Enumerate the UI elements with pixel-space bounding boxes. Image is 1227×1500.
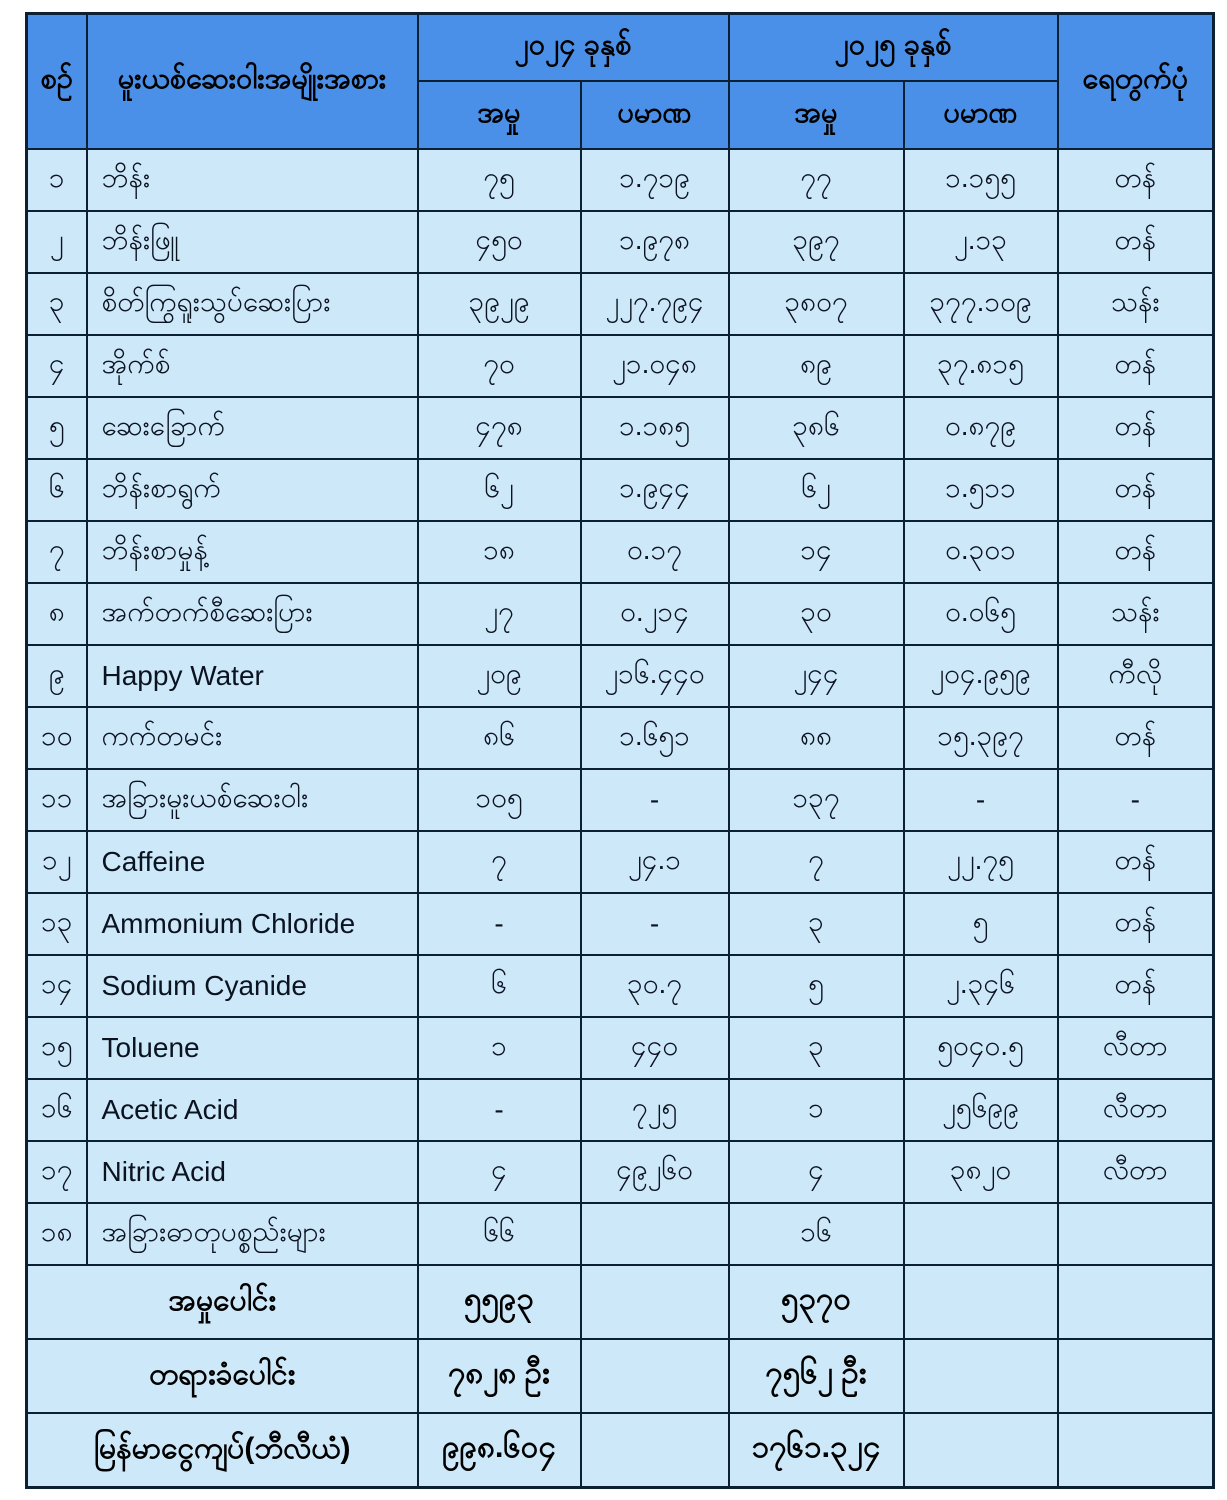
cell-cases-2025: ၃ xyxy=(729,1017,904,1079)
cell-serial-no: ၈ xyxy=(27,583,87,645)
cell-cases-2024: ၄ xyxy=(418,1141,581,1203)
cell-serial-no: ၁၈ xyxy=(27,1203,87,1265)
cell-unit: တန် xyxy=(1058,707,1214,769)
cell-cases-2025: ၂၄၄ xyxy=(729,645,904,707)
table-row xyxy=(27,831,1214,893)
cell-serial-no: ၁၇ xyxy=(27,1141,87,1203)
summary-row xyxy=(27,1413,1214,1488)
cell-drug-name: အက်တက်စီဆေးပြား xyxy=(87,583,418,645)
table-row xyxy=(27,1079,1214,1141)
cell-serial-no: ၁၄ xyxy=(27,955,87,1017)
cell-cases-2025: ၃၉၇ xyxy=(729,211,904,273)
cell-serial-no: ၁၂ xyxy=(27,831,87,893)
cell-quantity-2024: ၀.၂၁၄ xyxy=(581,583,729,645)
cell-quantity-2024: ၂၁.၀၄၈ xyxy=(581,335,729,397)
cell-cases-2024: ၄၅၀ xyxy=(418,211,581,273)
cell-quantity-2025: ၂.၁၃ xyxy=(904,211,1058,273)
cell-unit: တန် xyxy=(1058,521,1214,583)
cell-quantity-2025: ၅၀၄၀.၅ xyxy=(904,1017,1058,1079)
header-cases-2025: အမှု xyxy=(729,81,904,149)
cell-quantity-2025: ၁.၁၅၅ xyxy=(904,149,1058,211)
cell-unit xyxy=(1058,1203,1214,1265)
cell-cases-2024: ၆၆ xyxy=(418,1203,581,1265)
cell-serial-no: ၁၃ xyxy=(27,893,87,955)
table-row xyxy=(27,273,1214,335)
cell-quantity-2024 xyxy=(581,1203,729,1265)
cell-drug-name: အိုက်စ် xyxy=(87,335,418,397)
cell-cases-2024: ၈၆ xyxy=(418,707,581,769)
cell-cases-2024: ၂၀၉ xyxy=(418,645,581,707)
summary-value-2024: ၇၈၂၈ ဦး xyxy=(418,1339,581,1413)
cell-quantity-2024: ၄၉၂၆၀ xyxy=(581,1141,729,1203)
table-row xyxy=(27,521,1214,583)
cell-unit: ကီလို xyxy=(1058,645,1214,707)
cell-serial-no: ၁၅ xyxy=(27,1017,87,1079)
summary-label: တရားခံပေါင်း xyxy=(27,1339,418,1413)
header-quantity-2025: ပမာဏ xyxy=(904,81,1058,149)
cell-cases-2025: ၄ xyxy=(729,1141,904,1203)
cell-quantity-2024: ၁.၇၁၉ xyxy=(581,149,729,211)
cell-cases-2024: ၇၅ xyxy=(418,149,581,211)
header-drug-type: မူးယစ်ဆေးဝါးအမျိုးအစား xyxy=(87,14,418,150)
summary-value-2025: ၁၇၆၁.၃၂၄ xyxy=(729,1413,904,1488)
cell-unit: တန် xyxy=(1058,397,1214,459)
cell-drug-name: အခြားဓာတုပစ္စည်းများ xyxy=(87,1203,418,1265)
cell-unit: သန်း xyxy=(1058,273,1214,335)
cell-serial-no: ၆ xyxy=(27,459,87,521)
cell-drug-name: ကက်တမင်း xyxy=(87,707,418,769)
cell-drug-name: Ammonium Chloride xyxy=(87,893,418,955)
cell-drug-name: ဘိန်း xyxy=(87,149,418,211)
cell-drug-name: Acetic Acid xyxy=(87,1079,418,1141)
drug-seizure-comparison-table xyxy=(25,12,1215,1489)
cell-quantity-2025: ၃၈၂၀ xyxy=(904,1141,1058,1203)
cell-cases-2024: ၁ xyxy=(418,1017,581,1079)
cell-drug-name: ဘိန်းစာမှုန့် xyxy=(87,521,418,583)
cell-cases-2025: ၁၄ xyxy=(729,521,904,583)
table-row xyxy=(27,211,1214,273)
cell-serial-no: ၁၀ xyxy=(27,707,87,769)
header-year-2025: ၂၀၂၅ ခုနှစ် xyxy=(729,14,1058,82)
summary-label: မြန်မာငွေကျပ်(ဘီလီယံ) xyxy=(27,1413,418,1488)
cell-quantity-2025: ၁၅.၃၉၇ xyxy=(904,707,1058,769)
summary-empty xyxy=(904,1265,1058,1339)
cell-quantity-2024: ၂၂၇.၇၉၄ xyxy=(581,273,729,335)
table-row xyxy=(27,1203,1214,1265)
cell-quantity-2025: ၃၇.၈၁၅ xyxy=(904,335,1058,397)
cell-quantity-2025: ၀.၃၀၁ xyxy=(904,521,1058,583)
cell-quantity-2025: ၁.၅၁၁ xyxy=(904,459,1058,521)
cell-unit: လီတာ xyxy=(1058,1017,1214,1079)
header-serial-no: စဉ် xyxy=(27,14,87,150)
cell-drug-name: Happy Water xyxy=(87,645,418,707)
cell-cases-2025: ၁၆ xyxy=(729,1203,904,1265)
cell-unit: တန် xyxy=(1058,335,1214,397)
cell-cases-2025: ၁၃၇ xyxy=(729,769,904,831)
cell-drug-name: Sodium Cyanide xyxy=(87,955,418,1017)
cell-drug-name: ဘိန်းစာရွက် xyxy=(87,459,418,521)
summary-row xyxy=(27,1339,1214,1413)
cell-serial-no: ၄ xyxy=(27,335,87,397)
summary-value-2025: ၅၃၇၀ xyxy=(729,1265,904,1339)
cell-quantity-2024: - xyxy=(581,893,729,955)
cell-drug-name: Nitric Acid xyxy=(87,1141,418,1203)
table-row xyxy=(27,893,1214,955)
cell-cases-2024: ၆၂ xyxy=(418,459,581,521)
cell-quantity-2024: - xyxy=(581,769,729,831)
table-row xyxy=(27,459,1214,521)
cell-cases-2024: ၃၉၂၉ xyxy=(418,273,581,335)
cell-cases-2024: ၇၀ xyxy=(418,335,581,397)
drug-seizure-table-container xyxy=(25,12,1212,1489)
cell-quantity-2025: ၂၂.၇၅ xyxy=(904,831,1058,893)
summary-value-2024: ၉၉၈.၆၀၄ xyxy=(418,1413,581,1488)
cell-cases-2025: ၃ xyxy=(729,893,904,955)
cell-unit: တန် xyxy=(1058,893,1214,955)
header-quantity-2024: ပမာဏ xyxy=(581,81,729,149)
summary-empty xyxy=(581,1413,729,1488)
cell-serial-no: ၁၁ xyxy=(27,769,87,831)
cell-quantity-2024: ၂၄.၁ xyxy=(581,831,729,893)
cell-cases-2024: ၁၈ xyxy=(418,521,581,583)
cell-cases-2025: ၁ xyxy=(729,1079,904,1141)
cell-quantity-2024: ၀.၁၇ xyxy=(581,521,729,583)
table-row xyxy=(27,1141,1214,1203)
cell-serial-no: ၇ xyxy=(27,521,87,583)
table-row xyxy=(27,769,1214,831)
cell-quantity-2025: ၀.၀၆၅ xyxy=(904,583,1058,645)
cell-serial-no: ၃ xyxy=(27,273,87,335)
cell-quantity-2024: ၁.၆၅၁ xyxy=(581,707,729,769)
cell-drug-name: ဘိန်းဖြူ xyxy=(87,211,418,273)
table-row xyxy=(27,955,1214,1017)
cell-quantity-2024: ၁.၁၈၅ xyxy=(581,397,729,459)
cell-unit: လီတာ xyxy=(1058,1141,1214,1203)
cell-cases-2025: ၇၇ xyxy=(729,149,904,211)
table-row xyxy=(27,335,1214,397)
cell-quantity-2024: ၁.၉၄၄ xyxy=(581,459,729,521)
summary-empty xyxy=(904,1413,1058,1488)
table-body xyxy=(27,149,1214,1265)
cell-quantity-2024: ၄၄၀ xyxy=(581,1017,729,1079)
summary-empty xyxy=(904,1339,1058,1413)
table-row xyxy=(27,645,1214,707)
cell-cases-2025: ၃၈၆ xyxy=(729,397,904,459)
header-cases-2024: အမှု xyxy=(418,81,581,149)
cell-cases-2024: ၄၇၈ xyxy=(418,397,581,459)
cell-unit: သန်း xyxy=(1058,583,1214,645)
summary-empty xyxy=(581,1265,729,1339)
cell-drug-name: Caffeine xyxy=(87,831,418,893)
cell-drug-name: Toluene xyxy=(87,1017,418,1079)
cell-serial-no: ၂ xyxy=(27,211,87,273)
cell-drug-name: စိတ်ကြွရူးသွပ်ဆေးပြား xyxy=(87,273,418,335)
cell-unit: တန် xyxy=(1058,211,1214,273)
summary-empty xyxy=(1058,1413,1214,1488)
summary-label: အမှုပေါင်း xyxy=(27,1265,418,1339)
cell-serial-no: ၅ xyxy=(27,397,87,459)
cell-quantity-2025: ၅ xyxy=(904,893,1058,955)
cell-serial-no: ၉ xyxy=(27,645,87,707)
summary-empty xyxy=(1058,1339,1214,1413)
cell-unit: တန် xyxy=(1058,149,1214,211)
summary-value-2024: ၅၅၉၃ xyxy=(418,1265,581,1339)
table-row xyxy=(27,707,1214,769)
cell-cases-2024: - xyxy=(418,893,581,955)
table-row xyxy=(27,583,1214,645)
cell-unit: - xyxy=(1058,769,1214,831)
cell-cases-2024: ၆ xyxy=(418,955,581,1017)
table-footer xyxy=(27,1265,1214,1488)
cell-quantity-2025: - xyxy=(904,769,1058,831)
summary-empty xyxy=(1058,1265,1214,1339)
cell-quantity-2024: ၁.၉၇၈ xyxy=(581,211,729,273)
cell-drug-name: ဆေးခြောက် xyxy=(87,397,418,459)
cell-unit: တန် xyxy=(1058,459,1214,521)
cell-serial-no: ၁ xyxy=(27,149,87,211)
cell-cases-2025: ၈၈ xyxy=(729,707,904,769)
table-row xyxy=(27,1017,1214,1079)
cell-unit: တန် xyxy=(1058,831,1214,893)
cell-quantity-2025 xyxy=(904,1203,1058,1265)
cell-cases-2025: ၅ xyxy=(729,955,904,1017)
cell-cases-2024: ၇ xyxy=(418,831,581,893)
table-row xyxy=(27,397,1214,459)
cell-cases-2025: ၈၉ xyxy=(729,335,904,397)
cell-cases-2025: ၃၈၀၇ xyxy=(729,273,904,335)
header-counting-unit: ရေတွက်ပုံ xyxy=(1058,14,1214,150)
cell-quantity-2025: ၃၇၇.၁၀၉ xyxy=(904,273,1058,335)
cell-serial-no: ၁၆ xyxy=(27,1079,87,1141)
cell-drug-name: အခြားမူးယစ်ဆေးဝါး xyxy=(87,769,418,831)
table-header xyxy=(27,14,1214,150)
cell-cases-2024: ၁၀၅ xyxy=(418,769,581,831)
cell-quantity-2025: ၂၀၄.၉၅၉ xyxy=(904,645,1058,707)
cell-unit: တန် xyxy=(1058,955,1214,1017)
table-row xyxy=(27,149,1214,211)
cell-quantity-2024: ၃၀.၇ xyxy=(581,955,729,1017)
cell-unit: လီတာ xyxy=(1058,1079,1214,1141)
header-year-2024: ၂၀၂၄ ခုနှစ် xyxy=(418,14,729,82)
summary-row xyxy=(27,1265,1214,1339)
cell-cases-2024: ၂၇ xyxy=(418,583,581,645)
summary-value-2025: ၇၅၆၂ ဦး xyxy=(729,1339,904,1413)
cell-cases-2024: - xyxy=(418,1079,581,1141)
cell-quantity-2024: ၂၁၆.၄၄၀ xyxy=(581,645,729,707)
cell-quantity-2024: ၇၂၅ xyxy=(581,1079,729,1141)
cell-quantity-2025: ၀.၈၇၉ xyxy=(904,397,1058,459)
cell-cases-2025: ၇ xyxy=(729,831,904,893)
cell-cases-2025: ၃၀ xyxy=(729,583,904,645)
cell-cases-2025: ၆၂ xyxy=(729,459,904,521)
cell-quantity-2025: ၂.၃၄၆ xyxy=(904,955,1058,1017)
summary-empty xyxy=(581,1339,729,1413)
cell-quantity-2025: ၂၅၆၉၉ xyxy=(904,1079,1058,1141)
